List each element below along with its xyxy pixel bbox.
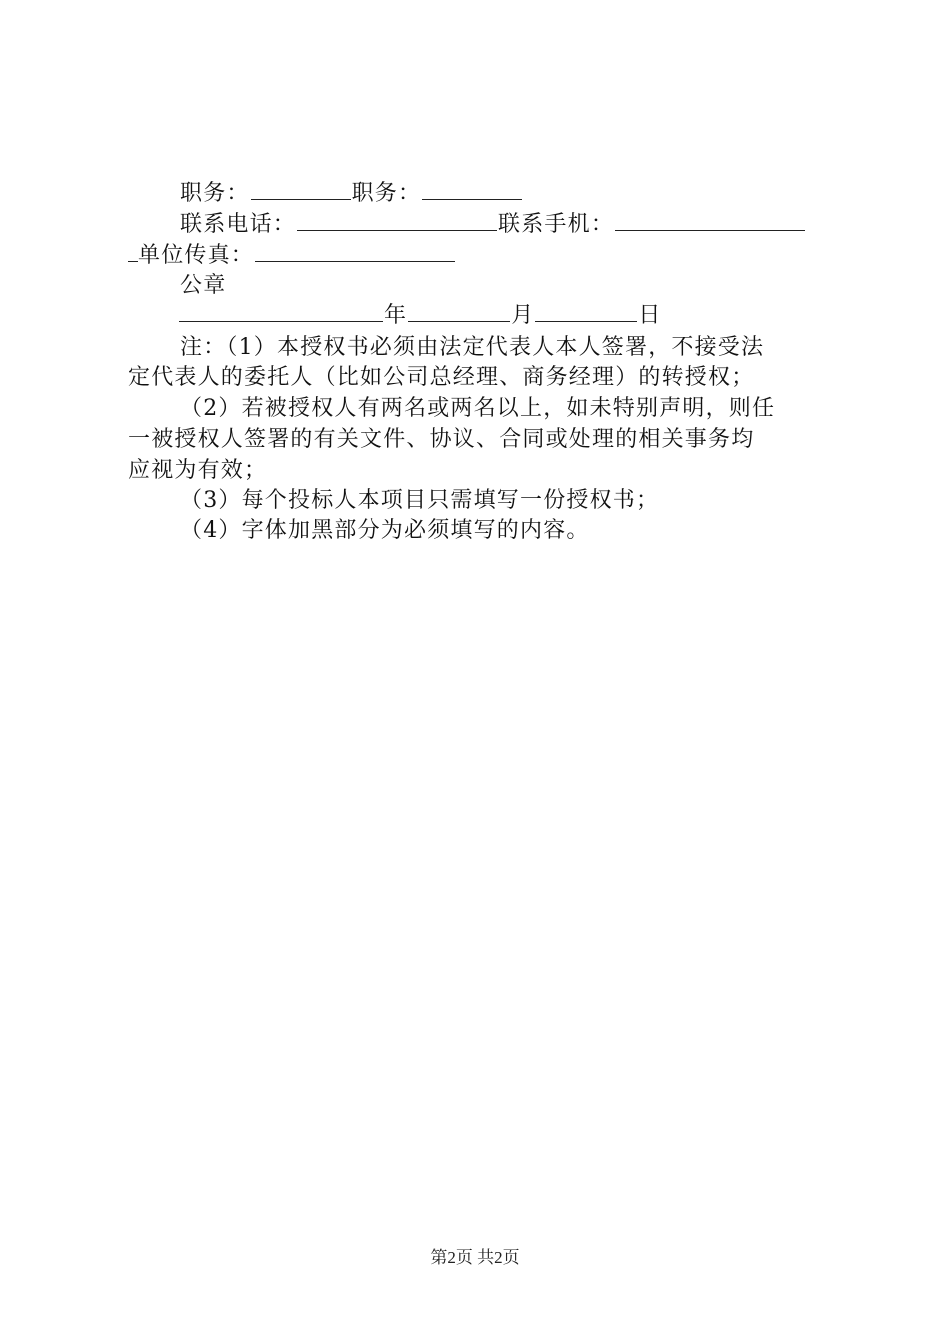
fax-fields-row (128, 240, 833, 271)
phone-blank[interactable] (297, 210, 497, 231)
fax-blank[interactable] (255, 241, 455, 262)
month-blank[interactable] (408, 301, 510, 322)
note-2-line-2: 一被授权人签署的有关文件、协议、合同或处理的相关事务均 (128, 427, 755, 452)
day-blank[interactable] (535, 301, 637, 322)
seal-label: 公章 (180, 273, 227, 298)
note-4: （4）字体加黑部分为必须填写的内容。 (180, 518, 590, 543)
fax-label: 单位传真： (138, 243, 255, 268)
year-blank[interactable] (179, 301, 383, 322)
note-1-line-2: 定代表人的委托人（比如公司总经理、商务经理）的转授权； (128, 365, 755, 390)
title-blank-2[interactable] (422, 179, 522, 200)
title-label-1: 职务： (180, 181, 250, 206)
note-1-line-1: 注：（1）本授权书必须由法定代表人本人签署，不接受法 (180, 335, 765, 360)
year-label: 年 (384, 303, 408, 328)
mobile-label: 联系手机： (498, 212, 615, 237)
seal-row (128, 270, 833, 301)
note-2-line-3: 应视为有效； (128, 458, 268, 483)
contact-fields-row (128, 209, 833, 240)
month-label: 月 (511, 303, 535, 328)
mobile-blank[interactable] (615, 210, 805, 231)
page-footer: 第2页 共2页 (430, 1248, 520, 1267)
mobile-blank-continued[interactable] (128, 241, 138, 262)
phone-label: 联系电话： (180, 212, 297, 237)
title-fields-row (128, 178, 833, 209)
day-label: 日 (638, 303, 662, 328)
note-2-line-1: （2）若被授权人有两名或两名以上，如未特别声明，则任 (180, 396, 776, 421)
date-row (128, 300, 833, 331)
note-3: （3）每个投标人本项目只需填写一份授权书； (180, 488, 660, 513)
title-label-2: 职务： (351, 181, 422, 206)
title-blank-1[interactable] (251, 179, 351, 200)
